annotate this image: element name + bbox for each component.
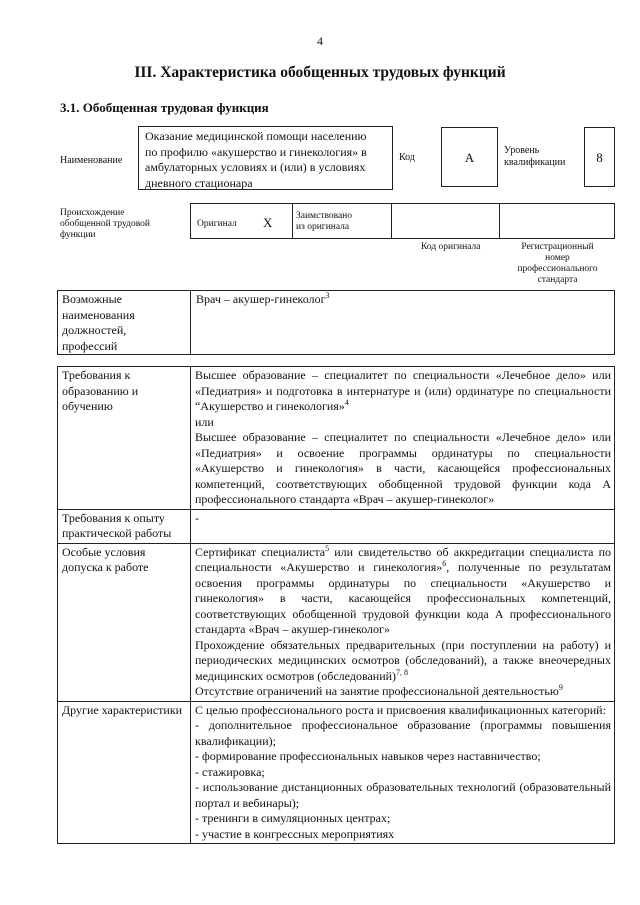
footnote-ref: 6 bbox=[442, 559, 447, 568]
function-name-line: по профилю «акушерство и гинекология» в bbox=[145, 144, 367, 159]
paragraph-text: Сертификат специалиста bbox=[195, 544, 326, 559]
function-name-line: дневного стационара bbox=[145, 175, 253, 190]
origin-divider bbox=[292, 203, 293, 239]
origin-row bbox=[190, 203, 615, 239]
row-label: Особые условия допуска к работе bbox=[58, 543, 191, 701]
paragraph-text: или bbox=[195, 414, 214, 429]
code-box bbox=[441, 127, 498, 187]
origin-divider bbox=[391, 203, 392, 239]
reg-number-line: Регистрационный bbox=[521, 242, 594, 252]
origin-label-line: Происхождение bbox=[60, 208, 125, 218]
origin-label bbox=[60, 208, 150, 241]
function-name-line: Оказание медицинской помощи населению bbox=[145, 129, 367, 143]
original-label: Оригинал bbox=[197, 219, 237, 229]
row-value bbox=[191, 367, 615, 510]
code-original-label: Код оригинала bbox=[421, 242, 481, 252]
footnote-ref: 9 bbox=[558, 683, 563, 692]
positions-label bbox=[62, 292, 135, 354]
positions-row bbox=[57, 290, 615, 355]
origin-label-line: обобщенной трудовой bbox=[60, 219, 150, 229]
footnote-ref: 3 bbox=[325, 291, 330, 300]
positions-label-line: Возможные bbox=[62, 292, 122, 306]
positions-divider bbox=[190, 290, 191, 355]
table-row bbox=[58, 509, 615, 543]
code-value: А bbox=[464, 150, 475, 165]
code-label: Код bbox=[399, 152, 415, 163]
paragraph-text: - участие в конгрессных мероприятиях bbox=[195, 826, 395, 841]
paragraph-text: Отсутствие ограничений на занятие профессиональной деятельностью bbox=[195, 684, 559, 698]
page-number: 4 bbox=[317, 34, 323, 48]
requirements-table bbox=[57, 366, 615, 844]
reg-number-label bbox=[500, 242, 615, 286]
borrowed-label-line: из оригинала bbox=[296, 222, 350, 232]
footnote-ref: 5 bbox=[325, 543, 330, 553]
borrowed-label bbox=[296, 211, 352, 233]
table-row bbox=[58, 701, 615, 844]
row-value bbox=[191, 701, 615, 844]
row-value bbox=[191, 509, 615, 543]
origin-divider bbox=[499, 203, 500, 239]
section-title: III. Характеристика обобщенных трудовых функций bbox=[134, 64, 506, 81]
subsection-title: 3.1. Обобщенная трудовая функция bbox=[60, 100, 269, 115]
paragraph-text: или свидетельство об аккредитации специалиста по специальности «Акушерство и гинекология» bbox=[195, 544, 611, 574]
positions-label-line: должностей, bbox=[62, 323, 127, 337]
function-name-line: амбулаторных условиях и (или) в условиях bbox=[145, 160, 366, 174]
origin-label-line: функции bbox=[60, 230, 96, 240]
level-label-2: квалификации bbox=[504, 157, 566, 168]
row-label: Другие характеристики bbox=[58, 701, 191, 844]
level-value: 8 bbox=[596, 150, 603, 165]
positions-value bbox=[196, 292, 330, 308]
reg-number-line: стандарта bbox=[537, 275, 578, 285]
level-label-1: Уровень bbox=[504, 145, 540, 156]
reg-number-line: номер bbox=[545, 253, 570, 263]
paragraph-text: Высшее образование – специалитет по специальности «Лечебное дело» или «Педиатрия» и освоение программы ординатуры по специальности «Акушерство и гинекология» в части, касающейся профессиональных компетенций, соответствующих обобщенной трудовой функции кода А профессионального стандарта «Врач – акушер-гинеколог» bbox=[195, 430, 611, 506]
row-label: Требования к образованию и обучению bbox=[58, 367, 191, 510]
level-box bbox=[584, 127, 615, 187]
function-name-box bbox=[138, 126, 393, 190]
row-value bbox=[191, 543, 615, 701]
positions-value-text: Врач – акушер-гинеколог bbox=[196, 292, 326, 306]
paragraph-text: - тренинги в симуляционных центрах; bbox=[195, 811, 391, 825]
original-mark: Х bbox=[263, 215, 273, 230]
paragraph-text: - стажировка; bbox=[195, 764, 265, 779]
paragraph-text: - формирование профессиональных навыков через наставничество; bbox=[195, 749, 541, 763]
paragraph-text: С целью профессионального роста и присвоения квалификационных категорий: bbox=[195, 702, 606, 717]
positions-label-line: профессий bbox=[62, 338, 118, 353]
paragraph-text: - использование дистанционных образовательных технологий (образовательный портал и вебинары); bbox=[195, 780, 611, 810]
table-row bbox=[58, 367, 615, 510]
positions-label-line: наименования bbox=[62, 307, 135, 322]
paragraph-text: - bbox=[195, 510, 199, 525]
reg-number-line: профессионального bbox=[517, 264, 598, 274]
table-row bbox=[58, 543, 615, 701]
footnote-ref: 4 bbox=[344, 398, 349, 407]
row-label: Требования к опыту практической работы bbox=[58, 509, 191, 543]
footnote-ref: 7, 8 bbox=[396, 667, 409, 677]
name-label: Наименование bbox=[60, 155, 123, 166]
paragraph-text: Прохождение обязательных предварительных (при поступлении на работу) и периодических медицинских осмотров (обследований), а также внеочередных медицинских осмотров (обследований) bbox=[195, 637, 611, 683]
paragraph-text: , полученные по результатам освоения программы ординатуры по специальности «Акушерство и гинекология» в части, касающейся профессиональных компетенций, соответствующих обобщенной трудовой функции кода А профессионального стандарта «Врач – акушер-гинеколог» bbox=[195, 560, 612, 636]
paragraph-text: - дополнительное профессиональное образование (программы повышения квалификации); bbox=[195, 718, 611, 748]
borrowed-label-line: Заимствовано bbox=[296, 211, 353, 221]
paragraph-text: Высшее образование – специалитет по специальности «Лечебное дело» или «Педиатрия» и подготовка в интернатуре и (или) ординатуре по специальности “Акушерство и гинекология» bbox=[195, 368, 611, 413]
